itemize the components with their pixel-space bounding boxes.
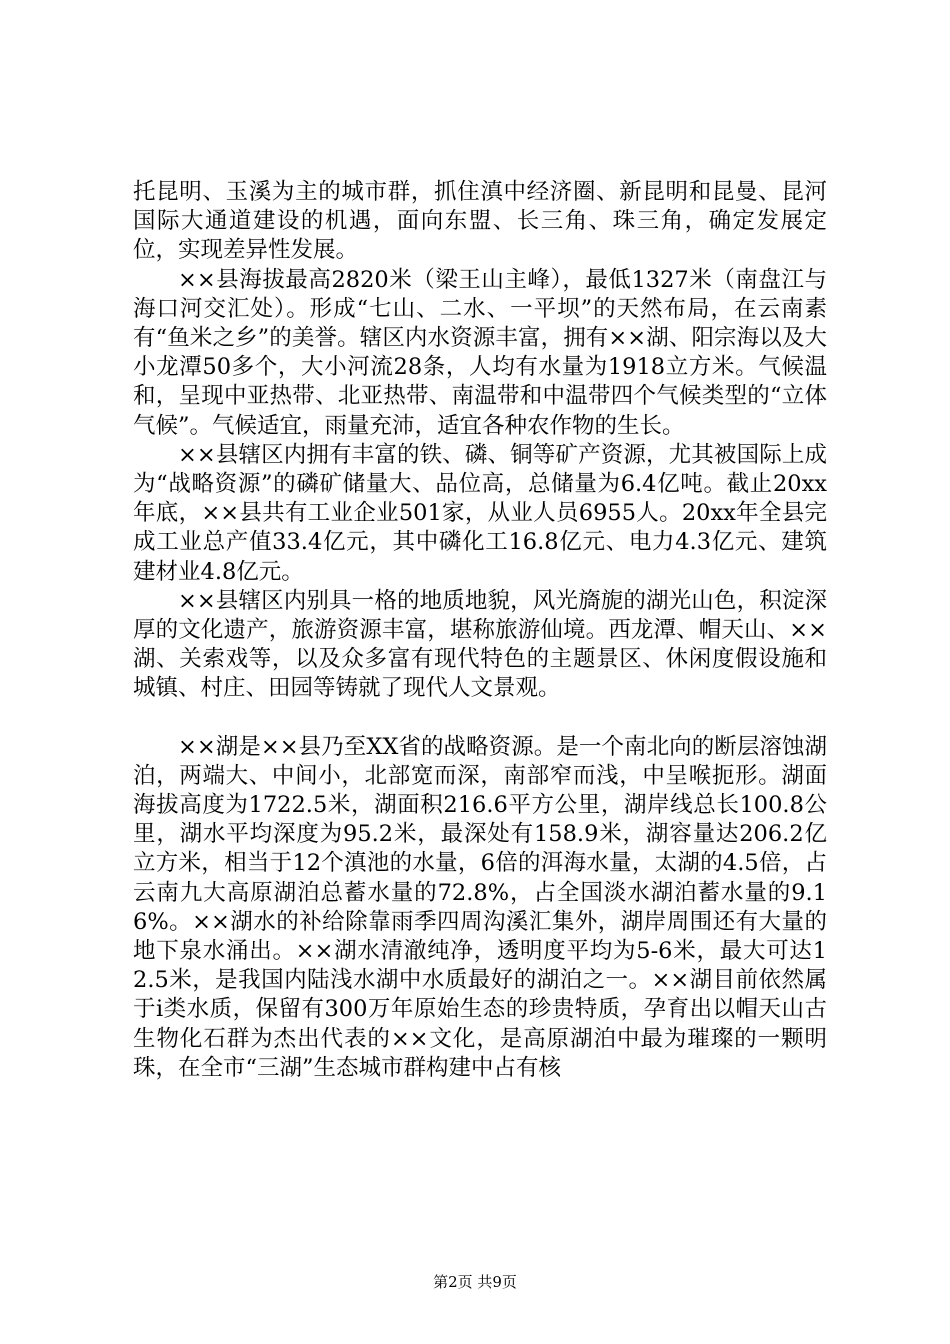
paragraph-mineral-industry: ××县辖区内拥有丰富的铁、磷、铜等矿产资源，尤其被国际上成为“战略资源”的磷矿储量大、品位高，总储量为6.4亿吨。截止20xx年底，××县共有工业企业501家，从业人员6955人。20xx年全县完成工业总产值33.4亿元，其中磷化工16.8亿元、电力4.3亿元、建筑建材业4.8亿元。 — [133, 441, 827, 585]
paragraph-altitude-climate: ××县海拔最高2820米（梁王山主峰），最低1327米（南盘江与海口河交汇处）。形成“七山、二水、一平坝”的天然布局，在云南素有“鱼米之乡”的美誉。辖区内水资源丰富，拥有××湖、阳宗海以及大小龙潭50多个，大小河流28条，人均有水量为1918立方米。气候温和，呈现中亚热带、北亚热带、南温带和中温带四个气候类型的“立体气候”。气候适宜，雨量充沛，适宜各种农作物的生长。 — [133, 266, 827, 439]
page-number-footer: 第2页 共9页 — [433, 1273, 517, 1291]
paragraph-lake: ××湖是××县乃至XX省的战略资源。是一个南北向的断层溶蚀湖泊，两端大、中间小，北部宽而深，南部窄而浅，中呈喉扼形。湖面海拔高度为1722.5米，湖面积216.6平方公里，湖岸线总长100.8公里，湖水平均深度为95.2米，最深处有158.9米，湖容量达206.2亿立方米，相当于12个滇池的水量，6倍的洱海水量，太湖的4.5倍，占云南九大高原湖泊总蓄水量的72.8%，占全国淡水湖泊蓄水量的9.16%。××湖水的补给除靠雨季四周沟溪汇集外，湖岸周围还有大量的地下泉水涌出。××湖水清澈纯净，透明度平均为5-6米，最大可达12.5米，是我国内陆浅水湖中水质最好的湖泊之一。××湖目前依然属于i类水质，保留有300万年原始生态的珍贵特质，孕育出以帽天山古生物化石群为杰出代表的××文化，是高原湖泊中最为璀璨的一颗明珠，在全市“三湖”生态城市群构建中占有核 — [133, 733, 827, 1081]
paragraph-tourism: ××县辖区内别具一格的地质地貌，风光旖旎的湖光山色，积淀深厚的文化遗产，旅游资源丰富，堪称旅游仙境。西龙潭、帽天山、××湖、关索戏等，以及众多富有现代特色的主题景区、休闲度假设施和城镇、村庄、田园等铸就了现代人文景观。 — [133, 587, 827, 702]
document-body — [133, 178, 827, 1083]
paragraph-continuation: 托昆明、玉溪为主的城市群，抓住滇中经济圈、新昆明和昆曼、昆河国际大通道建设的机遇，面向东盟、长三角、珠三角，确定发展定位，实现差异性发展。 — [133, 179, 827, 264]
